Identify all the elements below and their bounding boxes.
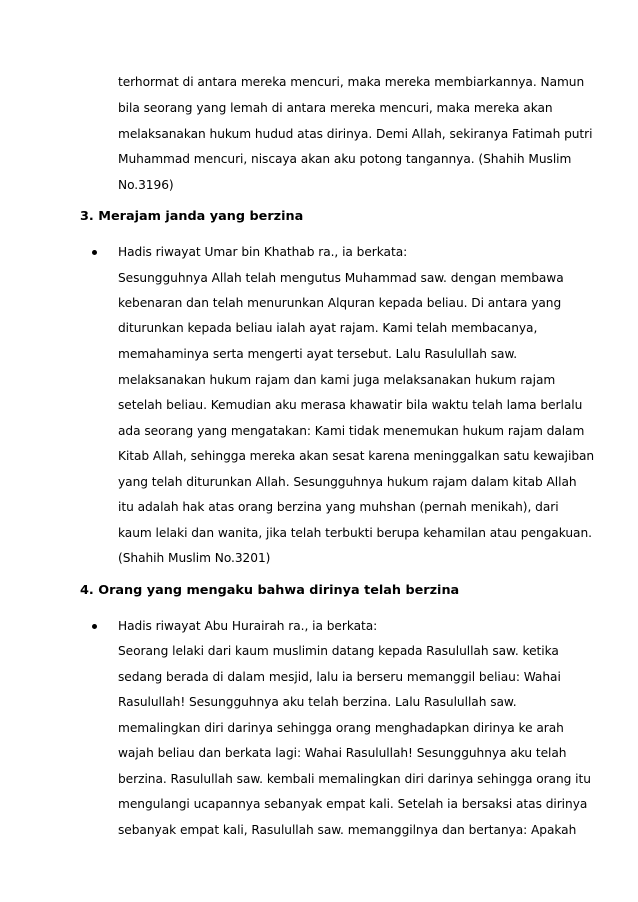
text-line: (Shahih Muslim No.3201) bbox=[118, 551, 271, 565]
text-line: itu adalah hak atas orang berzina yang muhshan (pernah menikah), dari bbox=[118, 500, 559, 514]
text-line: memahaminya serta mengerti ayat tersebut. Lalu Rasulullah saw. bbox=[118, 347, 518, 361]
text-line: terhormat di antara mereka mencuri, maka mereka membiarkannya. Namun bbox=[118, 75, 585, 89]
section-heading: 3. Merajam janda yang berzina bbox=[80, 209, 304, 224]
text-line: sebanyak empat kali, Rasulullah saw. memanggilnya dan bertanya: Apakah bbox=[118, 823, 577, 837]
bullet-icon bbox=[92, 250, 97, 255]
text-line: Sesungguhnya Allah telah mengutus Muhammad saw. dengan membawa bbox=[118, 271, 564, 285]
text-line: melaksanakan hukum rajam dan kami juga melaksanakan hukum rajam bbox=[118, 373, 556, 387]
text-line: sedang berada di dalam mesjid, lalu ia berseru memanggil beliau: Wahai bbox=[118, 670, 561, 684]
text-line: mengulangi ucapannya sebanyak empat kali. Setelah ia bersaksi atas dirinya bbox=[118, 797, 588, 811]
text-line: Rasulullah! Sesungguhnya aku telah berzina. Lalu Rasulullah saw. bbox=[118, 695, 517, 709]
text-line: berzina. Rasulullah saw. kembali memalingkan diri darinya sehingga orang itu bbox=[118, 772, 591, 786]
text-line: diturunkan kepada beliau ialah ayat rajam. Kami telah membacanya, bbox=[118, 321, 538, 335]
bullet-icon bbox=[92, 624, 97, 629]
text-line: Hadis riwayat Abu Hurairah ra., ia berkata: bbox=[118, 619, 378, 633]
text-line: bila seorang yang lemah di antara mereka mencuri, maka mereka akan bbox=[118, 101, 553, 115]
text-line: memalingkan diri darinya sehingga orang menghadapkan dirinya ke arah bbox=[118, 721, 564, 735]
text-line: ada seorang yang mengatakan: Kami tidak menemukan hukum rajam dalam bbox=[118, 424, 585, 438]
text-line: Hadis riwayat Umar bin Khathab ra., ia berkata: bbox=[118, 245, 408, 259]
text-line: wajah beliau dan berkata lagi: Wahai Rasulullah! Sesungguhnya aku telah bbox=[118, 746, 567, 760]
text-line: melaksanakan hukum hudud atas dirinya. Demi Allah, sekiranya Fatimah putri bbox=[118, 127, 593, 141]
text-line: kaum lelaki dan wanita, jika telah terbukti berupa kehamilan atau pengakuan. bbox=[118, 526, 592, 540]
section-heading: 4. Orang yang mengaku bahwa dirinya telah berzina bbox=[80, 583, 460, 598]
text-line: kebenaran dan telah menurunkan Alquran kepada beliau. Di antara yang bbox=[118, 296, 562, 310]
text-line: yang telah diturunkan Allah. Sesungguhnya hukum rajam dalam kitab Allah bbox=[118, 475, 577, 489]
text-line: Seorang lelaki dari kaum muslimin datang kepada Rasulullah saw. ketika bbox=[118, 644, 559, 658]
text-line: No.3196) bbox=[118, 178, 174, 192]
text-line: Muhammad mencuri, niscaya akan aku potong tangannya. (Shahih Muslim bbox=[118, 152, 572, 166]
text-line: Kitab Allah, sehingga mereka akan sesat karena meninggalkan satu kewajiban bbox=[118, 449, 595, 463]
text-line: setelah beliau. Kemudian aku merasa khawatir bila waktu telah lama berlalu bbox=[118, 398, 583, 412]
